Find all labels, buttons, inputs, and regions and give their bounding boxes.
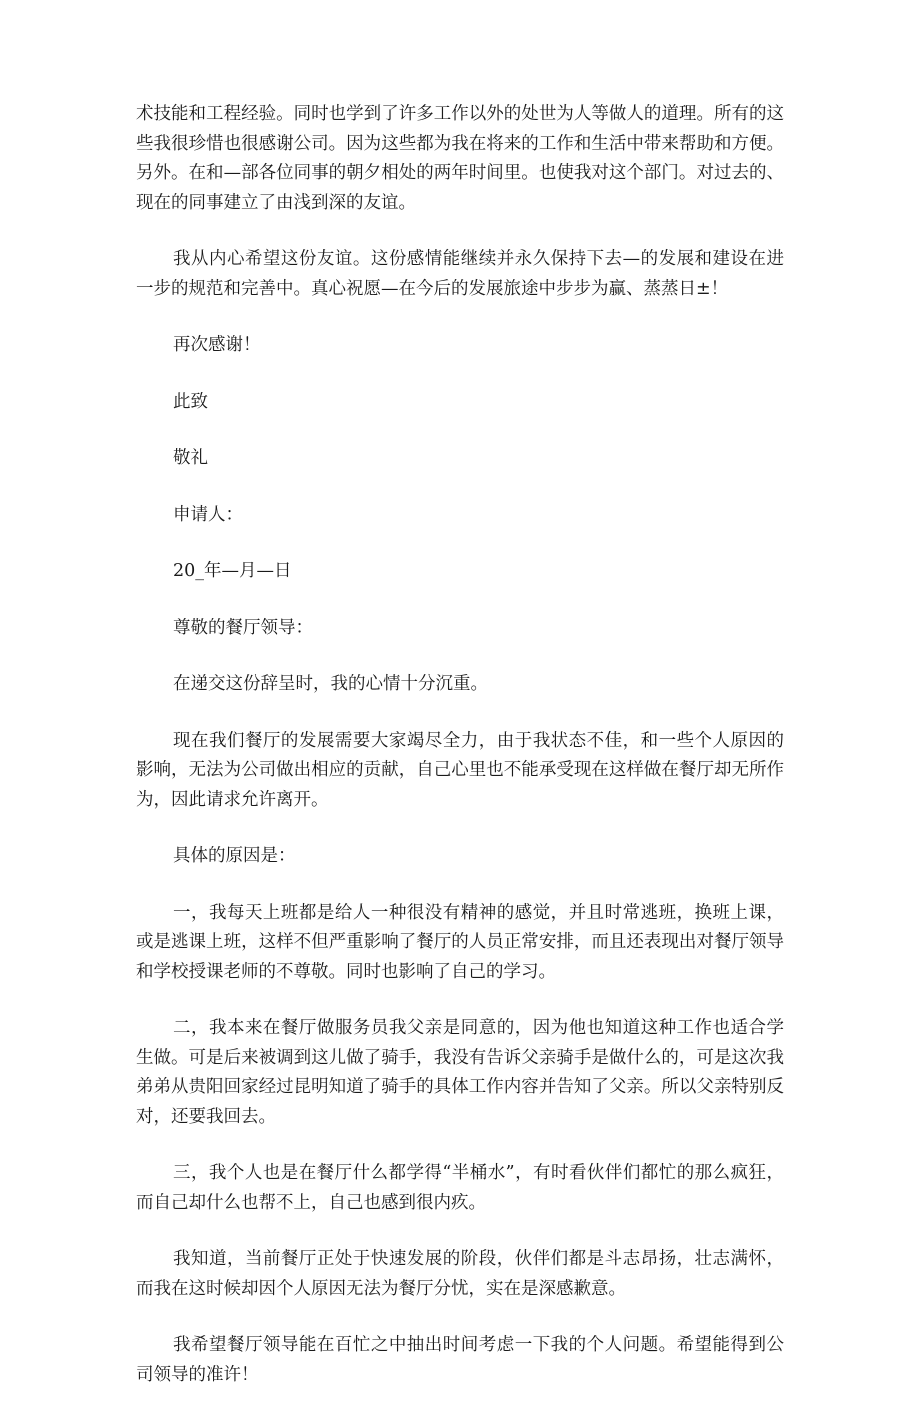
paragraph-reasons-heading: 具体的原因是： — [173, 846, 296, 866]
date-line: 20_年—月—日 — [173, 561, 292, 581]
paragraph-reason-1: 一，我每天上班都是给人一种很没有精神的感觉，并且时常逃班，换班上课，或是逃课上班，这样不但严重影响了餐厅的人员正常安排，而且还表现出对餐厅领导和学校授课老师的不尊敬。同时也影响了自己的学习。 — [136, 902, 784, 982]
closing-salutation-2: 敬礼 — [173, 448, 208, 468]
paragraph-friendship-wish: 我从内心希望这份友谊。这份感情能继续并永久保持下去—的发展和建设在进一步的规范和完善中。真心祝愿—在今后的发展旅途中步步为赢、蒸蒸日±！ — [136, 249, 784, 299]
paragraph-request: 现在我们餐厅的发展需要大家竭尽全力，由于我状态不佳，和一些个人原因的影响，无法为公司做出相应的贡献，自己心里也不能承受现在这样做在餐厅却无所作为，因此请求允许离开。 — [136, 730, 784, 810]
paragraph-final-request: 我希望餐厅领导能在百忙之中抽出时间考虑一下我的个人问题。希望能得到公司领导的准许！ — [136, 1335, 784, 1385]
applicant-label: 申请人： — [173, 504, 243, 525]
document-page — [136, 100, 784, 1417]
paragraph-thanks-again: 再次感谢！ — [173, 335, 261, 355]
paragraph-opening: 在递交这份辞呈时，我的心情十分沉重。 — [173, 674, 488, 694]
letter-greeting: 尊敬的餐厅领导： — [173, 617, 313, 638]
paragraph-reason-3: 三，我个人也是在餐厅什么都学得“半桶水”，有时看伙伴们都忙的那么疯狂，而自己却什么也帮不上，自己也感到很内疚。 — [136, 1163, 784, 1213]
paragraph-continuation: 术技能和工程经验。同时也学到了许多工作以外的处世为人等做人的道理。所有的这些我很珍惜也很感谢公司。因为这些都为我在将来的工作和生活中带来帮助和方便。另外。在和—部各位同事的朝夕相处的两年时间里。也使我对这个部门。对过去的、现在的同事建立了由浅到深的友谊。 — [136, 104, 784, 213]
closing-salutation-1: 此致 — [173, 391, 208, 412]
paragraph-apology: 我知道，当前餐厅正处于快速发展的阶段，伙伴们都是斗志昂扬，壮志满怀，而我在这时候却因个人原因无法为餐厅分忧，实在是深感歉意。 — [136, 1249, 784, 1299]
paragraph-reason-2: 二，我本来在餐厅做服务员我父亲是同意的，因为他也知道这种工作也适合学生做。可是后来被调到这儿做了骑手，我没有告诉父亲骑手是做什么的，可是这次我弟弟从贵阳回家经过昆明知道了骑手的具体工作内容并告知了父亲。所以父亲特别反对，还要我回去。 — [136, 1018, 784, 1127]
